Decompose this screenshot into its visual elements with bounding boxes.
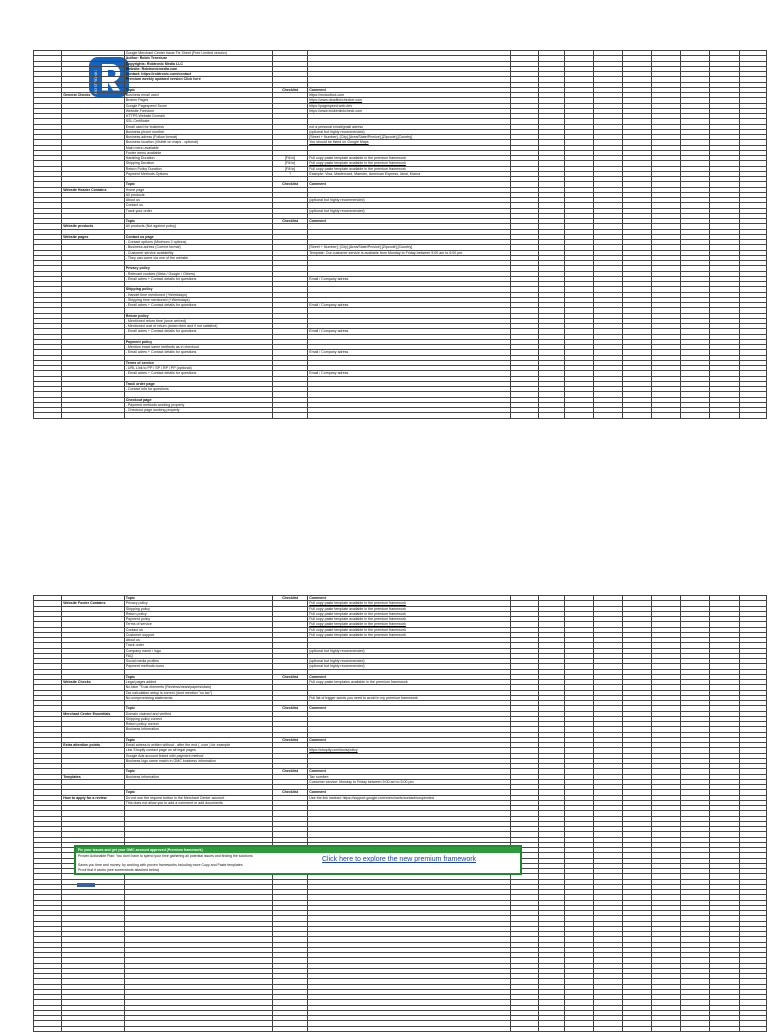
comment-cell: (optional but highly recommended)	[308, 208, 511, 213]
page-block-title: Payment policy	[124, 339, 272, 344]
topic-header: Topic	[124, 737, 272, 742]
topic-cell: Email adress is written without . after the end ( .com ) for example	[124, 743, 272, 748]
empty-cell	[593, 1026, 622, 1031]
topic-cell: Link Shopify contact page on all legal pages	[124, 748, 272, 753]
empty-cell	[34, 413, 62, 418]
empty-cell	[565, 413, 593, 418]
comment-cell: (optional but highly recommended)	[308, 198, 511, 203]
comment-cell: (optional but highly recommended)	[308, 129, 511, 134]
topic-cell: - Email adres + Contact details for questions	[124, 350, 272, 355]
empty-cell	[593, 413, 622, 418]
topic-cell: Broken Pages	[124, 98, 272, 103]
comment-cell[interactable]: Full copy paste template available in the premium framework	[308, 622, 511, 627]
promo-line-2: Proven Actionable Plan: You don't have to spend your time gathering all potential issues and finding the solutions	[78, 854, 253, 858]
empty-cell	[681, 1026, 710, 1031]
header-premium: Premium weekly updated version Click here	[124, 77, 272, 82]
section-label: Website Footer Contains	[62, 601, 125, 606]
topic-cell: Payment policy	[124, 617, 272, 622]
header-title[interactable]: Google Merchant Center Issue Fix Sheet (Free Limited version)	[124, 51, 272, 56]
topic-header: Topic	[124, 182, 272, 187]
topic-header: Topic	[124, 790, 272, 795]
section-label: How to apply for a review	[62, 795, 125, 800]
comment-cell[interactable]: https://mxtoolbox.com	[308, 93, 511, 98]
checklist-header: Checklist	[272, 737, 307, 742]
empty-cell	[539, 1026, 565, 1031]
topic-header: Topic	[124, 596, 272, 601]
comment-cell: Email / Company adress	[308, 350, 511, 355]
topic-cell: - Email adres + Contact details for questions	[124, 276, 272, 281]
comment-cell: [Street + Number], [City],[Area/State/Provice],[Zipcode],[Country]	[308, 135, 511, 140]
comment-cell: Customer service: Monday to Friday between 9:00 am to 5:00 pm.	[308, 779, 511, 784]
page-block-title: Return policy	[124, 313, 272, 318]
promo-line-4: Proof that it works (see screenshots attached below)	[78, 868, 160, 872]
premium-framework-link[interactable]: Click here to explore the new premium framework	[322, 855, 520, 865]
checklist-cell: [Fill in]	[272, 161, 307, 166]
comment-cell[interactable]: Full copy paste template available in the premium framework	[308, 627, 511, 632]
empty-cell	[62, 1026, 125, 1031]
comment-cell[interactable]: Full copy paste template available in the premium framework	[308, 166, 511, 171]
empty-cell	[739, 413, 766, 418]
section-label: Website pages	[62, 234, 125, 239]
topic-cell: Social media profiles	[124, 659, 272, 664]
topic-cell: Privacy policy	[124, 601, 272, 606]
topic-cell: - Shipping time mentioned (+Weekdays)	[124, 297, 272, 302]
page-block-title: Contact us page	[124, 234, 272, 239]
topic-cell: No overpromising statements	[124, 695, 272, 700]
empty-row	[34, 413, 767, 418]
comment-cell[interactable]: Full copy paste template available in the premium framework	[308, 611, 511, 616]
topic-cell: - Email adres + Contact details for questions	[124, 371, 272, 376]
logo-text: ROBTRONIC	[93, 70, 98, 94]
topic-cell: Shipping policy	[124, 606, 272, 611]
premium-promo-box	[74, 845, 522, 875]
fix-sheet-table-2	[33, 595, 767, 1032]
topic-cell: No fake "Trust elements (Reviews/news/papers/stars)	[124, 685, 272, 690]
topic-cell: Business logo same match in GMC business information	[124, 758, 272, 763]
comment-cell: (optional but highly recommended)	[308, 659, 511, 664]
page-block-title: Checkout page	[124, 397, 272, 402]
topic-header: Topic	[124, 219, 272, 224]
sheet-page-1	[0, 50, 768, 419]
topic-cell: - Customer service availability	[124, 250, 272, 255]
comment-cell[interactable]: Full copy paste templates available in the premium framework	[308, 680, 511, 685]
comment-cell: [Street + Number], [City],[Area/State/Provice],[Zipcode],[Country]	[308, 245, 511, 250]
topic-cell: This does not allow you to add a comment or add documents	[124, 800, 272, 805]
empty-cell	[739, 1026, 766, 1031]
topic-cell: Main menu available	[124, 145, 272, 150]
topic-cell: Contact us	[124, 203, 272, 208]
comment-header: Comment	[308, 737, 511, 742]
comment-cell: Email / Company adress	[308, 371, 511, 376]
comment-cell[interactable]: https://www.deadlinkchecker.com	[308, 98, 511, 103]
comment-cell[interactable]: Full copy paste template available in the premium framework	[308, 632, 511, 637]
checklist-cell: [Fill in]	[272, 166, 307, 171]
topic-cell: Return policy	[124, 611, 272, 616]
empty-cell	[565, 1026, 593, 1031]
topic-cell: - Business adress (Correct format)	[124, 245, 272, 250]
empty-cell	[622, 413, 651, 418]
topic-cell: SSL Certificate	[124, 119, 272, 124]
section-label: Merchant Center Essentials	[62, 711, 125, 716]
topic-cell: Return Policy Duration	[124, 166, 272, 171]
empty-cell	[539, 413, 565, 418]
topic-cell: Business adress (Follow format)	[124, 135, 272, 140]
topic-cell: - Contact info for questions	[124, 387, 272, 392]
comment-cell[interactable]: Full list of trigger words you need to avoid in my premium framework	[308, 695, 511, 700]
checklist-header: Checklist	[272, 596, 307, 601]
page-block-title: Terms of service	[124, 360, 272, 365]
topic-cell: Return policy correct	[124, 722, 272, 727]
topic-cell: Company name / logo	[124, 648, 272, 653]
section-label: Website products	[62, 224, 125, 229]
sheet-page-2	[0, 595, 768, 1032]
topic-cell: Website Freedom	[124, 108, 272, 113]
topic-cell: - Email adres + Contact details for questions	[124, 303, 272, 308]
topic-header: Topic	[124, 769, 272, 774]
header-copyright: Copyrights: Robtronic Media LLC	[124, 61, 272, 66]
empty-cell	[124, 413, 272, 418]
topic-cell: Business phone number	[124, 129, 272, 134]
topic-cell: Business information	[124, 774, 272, 779]
topic-cell: Handling Duration	[124, 156, 272, 161]
empty-row	[34, 1026, 767, 1031]
checklist-header: Checklist	[272, 219, 307, 224]
comment-header: Comment	[308, 219, 511, 224]
promo-line-3: Saves you time and money: by working with proven frameworks including more Copy and Paste templates	[78, 863, 243, 867]
page-block-title: Shipping policy	[124, 287, 272, 292]
comment-cell[interactable]: Full copy paste template available in the premium framework	[308, 161, 511, 166]
comment-cell: (optional but highly recommended)	[308, 664, 511, 669]
comment-cell[interactable]: https://www.brokenlinkcheck.com	[308, 108, 511, 113]
comment-cell[interactable]: Full copy paste template available in the premium framework	[308, 156, 511, 161]
topic-cell: HTTPS Website Domain	[124, 114, 272, 119]
topic-cell: Shipping policy correct	[124, 716, 272, 721]
comment-header: Comment	[308, 769, 511, 774]
topic-cell: Business location (Visible on maps - optional)	[124, 140, 272, 145]
topic-cell: - They can come via one of the website	[124, 255, 272, 260]
topic-cell: Home page	[124, 187, 272, 192]
comment-cell[interactable]: Full copy paste template available in the premium framework	[308, 601, 511, 606]
section-label: Website Header Contains	[62, 187, 125, 192]
empty-cell	[510, 1026, 538, 1031]
checklist-cell: [Fill in]	[272, 156, 307, 161]
comment-cell: Tax number:	[308, 774, 511, 779]
topic-cell: - Checkout page working properly	[124, 408, 272, 413]
topic-cell: Domain claimed and verified	[124, 711, 272, 716]
promo-line-1: Fix your issues and get your GMC account approved (Premium framework)	[78, 848, 203, 852]
topic-cell: All products	[124, 192, 272, 197]
topic-cell: - Email adres + Contact details for questions	[124, 329, 272, 334]
checklist-header: Checklist	[272, 87, 307, 92]
comment-header: Comment	[308, 596, 511, 601]
comment-cell: Example: Visa, Mastercard, Maestro, American Express, Ideal, Klarna	[308, 171, 511, 176]
topic-cell: About us	[124, 638, 272, 643]
topic-cell: Track order	[124, 643, 272, 648]
topic-cell: - Relevant cookies (Meta / Google / Others)	[124, 271, 272, 276]
empty-cell	[272, 1026, 307, 1031]
topic-cell: Business information	[124, 727, 272, 732]
checklist-header: Checklist	[272, 674, 307, 679]
topic-cell: - Payment methods working properly	[124, 402, 272, 407]
comment-cell: not a personal email/gmail adress	[308, 124, 511, 129]
empty-cell	[308, 413, 511, 418]
empty-cell	[710, 1026, 739, 1031]
topic-header: Topic	[124, 674, 272, 679]
topic-cell: - Contact options (Minimum 2 options)	[124, 240, 272, 245]
empty-cell	[651, 1026, 680, 1031]
comment-header: Comment	[308, 182, 511, 187]
topic-cell: About us	[124, 198, 272, 203]
topic-cell: Footer menu available	[124, 150, 272, 155]
topic-cell: Business email used	[124, 93, 272, 98]
header-contact: Contact: https://robtronic.com/contact	[124, 72, 272, 77]
comment-cell[interactable]: Full copy paste template available in the premium framework	[308, 617, 511, 622]
topic-cell: Track your order	[124, 208, 272, 213]
comment-cell: Template: Our customer service is available from Monday to Friday between 9:00 am to 5:00 pm.	[308, 250, 511, 255]
comment-header: Comment	[308, 790, 511, 795]
comment-cell: Email / Company adress	[308, 329, 511, 334]
topic-cell: Shipping Duration	[124, 161, 272, 166]
topic-cell: FAQ	[124, 653, 272, 658]
section-label: Extra attention points	[62, 743, 125, 748]
topic-cell: Google Ads account linked with payment method	[124, 753, 272, 758]
topic-cell: Terms of service	[124, 622, 272, 627]
topic-cell: All products (Not against policy)	[124, 224, 272, 229]
topic-cell: Google Pagespeed Score	[124, 103, 272, 108]
topic-cell: Tax calculation setup is correct (dont mention "no tax")	[124, 690, 272, 695]
empty-cell	[510, 413, 538, 418]
checklist-cell: ?	[272, 171, 307, 176]
topic-cell: - URL Link to PP / SP / RP / PP (optional)	[124, 366, 272, 371]
header-website: Website: Robtronicmedia.com	[124, 66, 272, 71]
comment-header: Comment	[308, 87, 511, 92]
topic-cell: - Mention exact same methods as in checkout	[124, 345, 272, 350]
topic-cell: Contact us	[124, 627, 272, 632]
comment-cell[interactable]: https://shopify.com/tools/policy	[308, 748, 511, 753]
topic-header: Topic	[124, 706, 272, 711]
comment-cell[interactable]: Full copy paste template available in the premium framework	[308, 606, 511, 611]
empty-cell	[34, 1026, 62, 1031]
topic-cell: Email used for business	[124, 124, 272, 129]
comment-cell: Email / Company adress	[308, 303, 511, 308]
empty-cell	[681, 413, 710, 418]
comment-cell: Email / Company adress	[308, 276, 511, 281]
comment-header: Comment	[308, 706, 511, 711]
comment-cell[interactable]: https://pagespeed.web.dev	[308, 103, 511, 108]
topic-cell: Do not use the request button in the Merchant Center account	[124, 795, 272, 800]
section-label: General Checks	[62, 93, 125, 98]
fix-sheet-table-1	[33, 50, 767, 419]
empty-cell	[622, 1026, 651, 1031]
topic-cell: Legal pages added	[124, 680, 272, 685]
topic-cell: - Handel time mentioned (+Weekdays)	[124, 292, 272, 297]
checklist-header: Checklist	[272, 182, 307, 187]
topic-cell: Customer support	[124, 632, 272, 637]
empty-cell	[62, 413, 125, 418]
header-author: Author: Robin Tenreiuar	[124, 56, 272, 61]
page-block-title: Privacy policy	[124, 266, 272, 271]
checklist-header: Checklist	[272, 769, 307, 774]
comment-header: Comment	[308, 674, 511, 679]
topic-cell: - Mentioned cost of return (stolen item and if not satisfied)	[124, 324, 272, 329]
section-label: Website Checks	[62, 680, 125, 685]
topic-cell: - Mentioned return time (once arrived)	[124, 318, 272, 323]
comment-cell[interactable]: You should be listed on Google Maps	[308, 140, 511, 145]
empty-cell	[651, 413, 680, 418]
page-block-title: Track order page	[124, 381, 272, 386]
screenshot-thumbnail	[77, 883, 95, 887]
empty-cell	[710, 413, 739, 418]
topic-cell: Payment Methods Options	[124, 171, 272, 176]
empty-cell	[308, 1026, 511, 1031]
checklist-header: Checklist	[272, 706, 307, 711]
empty-cell	[124, 1026, 272, 1031]
comment-cell: (optional but highly recommended)	[308, 648, 511, 653]
empty-cell	[272, 413, 307, 418]
comment-cell[interactable]: Use the link instead: https://support.google.com/merchants/contact/suspended	[308, 795, 511, 800]
topic-cell: Payment methods icons	[124, 664, 272, 669]
section-label: Templates	[62, 774, 125, 779]
topic-header: Topic	[124, 87, 272, 92]
checklist-header: Checklist	[272, 790, 307, 795]
